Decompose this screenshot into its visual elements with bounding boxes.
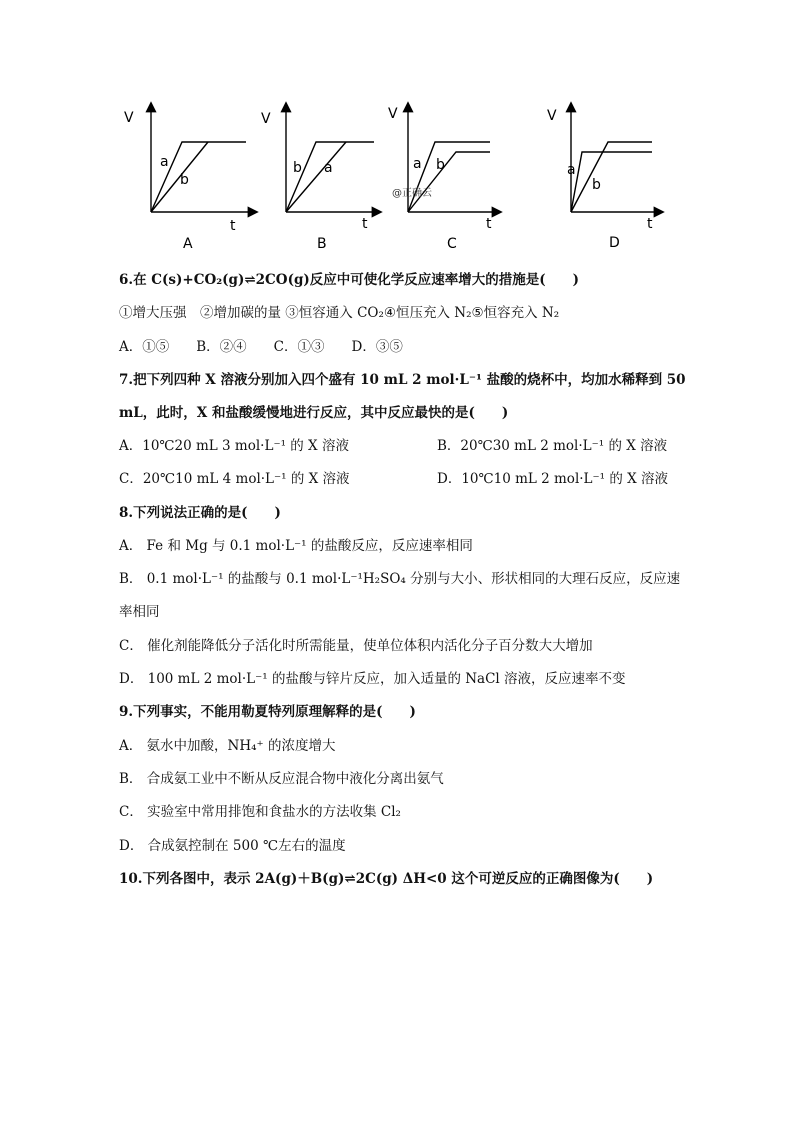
q8-option-a: A． Fe 和 Mg 与 0.1 mol·L⁻¹ 的盐酸反应，反应速率相同 <box>119 538 473 554</box>
q9-option-b: B． 合成氨工业中不断从反应混合物中液化分离出氨气 <box>119 771 444 787</box>
panel-d-curve-lower <box>571 152 652 212</box>
panel-d-v-label: V <box>547 108 557 124</box>
q8-stem: 8.下列说法正确的是( ) <box>119 505 281 521</box>
panel-d-label-b: b <box>592 177 601 193</box>
panel-b-v-label: V <box>261 111 271 127</box>
q9-option-a: A． 氨水中加酸，NH₄⁺ 的浓度增大 <box>119 738 336 754</box>
q7-option-d: D．10℃10 mL 2 mol·L⁻¹ 的 X 溶液 <box>437 471 669 487</box>
rate-graphs-figure <box>0 0 794 260</box>
graphs-svg <box>0 0 794 260</box>
panel-a-label-a: a <box>160 154 169 170</box>
panel-a-label-b: b <box>180 172 189 188</box>
panel-b-caption: B <box>317 236 327 252</box>
panel-c-caption: C <box>447 236 457 252</box>
watermark-text: @正确云 <box>392 188 432 199</box>
q7-option-c: C．20℃10 mL 4 mol·L⁻¹ 的 X 溶液 <box>119 471 350 487</box>
q7-option-b: B．20℃30 mL 2 mol·L⁻¹ 的 X 溶液 <box>437 438 668 454</box>
panel-c-label-b: b <box>436 157 445 173</box>
panel-a-t-label: t <box>230 218 236 234</box>
q8-option-b-line1: B． 0.1 mol·L⁻¹ 的盐酸与 0.1 mol·L⁻¹H₂SO₄ 分别与大小、形状相同的大理石反应，反应速 <box>119 571 681 587</box>
panel-a-curve-a <box>151 142 246 212</box>
panel-b-curve-b <box>286 142 374 212</box>
q7-stem-line1: 7.把下列四种 X 溶液分别加入四个盛有 10 mL 2 mol·L⁻¹ 盐酸的烧杯中，均加水稀释到 50 <box>119 372 686 388</box>
q6-options: ①增大压强 ②增加碳的量 ③恒容通入 CO₂④恒压充入 N₂⑤恒容充入 N₂ <box>119 305 560 321</box>
panel-b-label-a: a <box>324 160 333 176</box>
q8-option-d: D． 100 mL 2 mol·L⁻¹ 的盐酸与锌片反应，加入适量的 NaCl 溶液，反应速率不变 <box>119 671 626 687</box>
panel-b-curve-a <box>286 142 346 212</box>
q9-option-c: C． 实验室中常用排饱和食盐水的方法收集 Cl₂ <box>119 804 401 820</box>
q7-option-a: A．10℃20 mL 3 mol·L⁻¹ 的 X 溶液 <box>119 438 349 454</box>
q10-stem: 10.下列各图中，表示 2A(g)＋B(g)⇌2C(g) ΔH<0 这个可逆反应的正确图像为( ) <box>119 871 654 887</box>
q8-option-c: C． 催化剂能降低分子活化时所需能量，使单位体积内活化分子百分数大大增加 <box>119 638 593 654</box>
q9-stem: 9.下列事实，不能用勒夏特列原理解释的是( ) <box>119 704 416 720</box>
panel-d-caption: D <box>609 235 620 251</box>
q6-choices: A．①⑤ B．②④ C．①③ D．③⑤ <box>119 339 403 355</box>
panel-c-label-a: a <box>413 156 422 172</box>
panel-b-label-b: b <box>293 160 302 176</box>
panel-b-t-label: t <box>362 216 368 232</box>
panel-a-caption: A <box>183 236 193 252</box>
panel-c-t-label: t <box>486 216 492 232</box>
q7-stem-line2: mL，此时，X 和盐酸缓慢地进行反应，其中反应最快的是( ) <box>119 405 509 421</box>
panel-c-v-label: V <box>388 106 398 122</box>
q8-option-b-line2: 率相同 <box>119 604 160 620</box>
panel-d-label-a: a <box>567 162 576 178</box>
q6-stem: 6.在 C(s)+CO₂(g)⇌2CO(g)反应中可使化学反应速率增大的措施是( ) <box>119 272 580 288</box>
panel-a-v-label: V <box>124 110 134 126</box>
q9-option-d: D． 合成氨控制在 500 ℃左右的温度 <box>119 838 346 854</box>
panel-d-t-label: t <box>647 216 653 232</box>
